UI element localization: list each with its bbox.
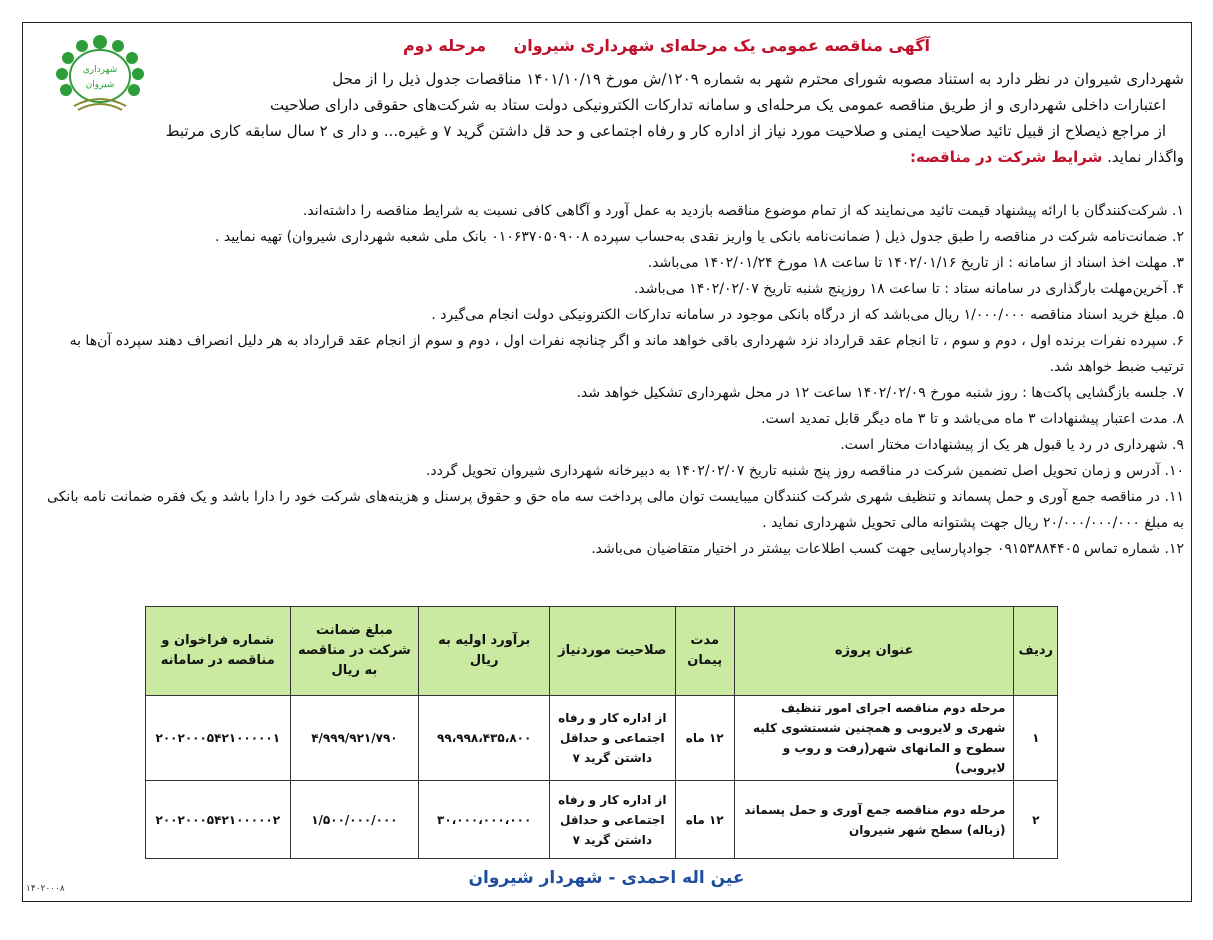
header-row-number: ردیف bbox=[1014, 607, 1058, 696]
cell-duration: ۱۲ ماه bbox=[675, 696, 734, 781]
notice-title-text: آگهی مناقصه عمومی یک مرحله‌ای شهرداری شیروان bbox=[513, 36, 931, 55]
intro-last-text: واگذار نماید. bbox=[1107, 148, 1184, 166]
cell-tender-number: ۲۰۰۲۰۰۰۵۴۲۱۰۰۰۰۰۱ bbox=[146, 696, 291, 781]
cell-qualification: از اداره کار و رفاه اجتماعی و حداقل داشتن گرید ۷ bbox=[550, 781, 675, 859]
intro-paragraph bbox=[34, 66, 1184, 170]
condition-item: ۶. سپرده نفرات برنده اول ، دوم و سوم ، تا انجام عقد قرارداد نزد شهرداری باقی خواهد ماند و اگر چنانچه نفرات اول ، دوم و سوم از انجام عقد قرارداد به هر دلیل انصراف دهند سپرده آن‌ها به ترتیب ضبط خواهد شد. bbox=[69, 333, 1184, 375]
condition-item: ۸. مدت اعتبار پیشنهادات ۳ ماه می‌باشد و تا ۳ ماه دیگر قابل تمدید است. bbox=[761, 411, 1184, 427]
cell-row-number: ۲ bbox=[1014, 781, 1058, 859]
cell-duration: ۱۲ ماه bbox=[675, 781, 734, 859]
condition-item: ۲. ضمانت‌نامه شرکت در مناقصه را طبق جدول ذیل ( ضمانت‌نامه بانکی یا واریز نقدی به‌حساب سپرده ۰۱۰۶۳۷۰۵۰۹۰۰۸ بانک ملی شعبه شهرداری شیروان) تهیه نمایید . bbox=[214, 229, 1184, 245]
signature: عین اله احمدی - شهردار شیروان bbox=[468, 868, 745, 888]
header-duration: مدت پیمان bbox=[675, 607, 734, 696]
condition-item: ۱۲. شماره تماس ۰۹۱۵۳۸۸۴۴۰۵ جوادپارسایی جهت کسب اطلاعات بیشتر در اختیار متقاضیان می‌باشد. bbox=[591, 541, 1184, 557]
intro-last-line bbox=[34, 144, 1184, 170]
tenders-table bbox=[145, 606, 1058, 859]
conditions-list bbox=[34, 198, 1184, 562]
intro-line: اعتبارات داخلی شهرداری و از طریق مناقصه عمومی یک مرحله‌ای و سامانه تدارکات الکترونیکی دولت ستاد به شرکت‌های حقوقی دارای صلاحیت bbox=[270, 96, 1166, 114]
header-estimate: برآورد اولیه به ریال bbox=[419, 607, 550, 696]
logo-text-2: شیروان bbox=[85, 80, 115, 90]
condition-item: ۱۱. در مناقصه جمع آوری و حمل پسماند و تنظیف شهری شرکت کنندگان میبایست توان مالی پرداخت سه ماه حق و حقوق پرسنل و هزینه‌های شرکت خود را دارا باشد و یک فقره ضمانت نامه بانکی به مبلغ ۲۰/۰۰۰/۰۰۰/۰۰۰ ریال جهت پشتوانه مالی تحویل شهرداری نماید . bbox=[47, 489, 1184, 531]
condition-item: ۵. مبلغ خرید اسناد مناقصه ۱/۰۰۰/۰۰۰ ریال می‌باشد که از درگاه بانکی موجود در سامانه تدارکات الکترونیکی دولت انجام می‌گیرد . bbox=[431, 307, 1184, 323]
header-tender-number: شماره فراخوان و مناقصه در سامانه bbox=[146, 607, 291, 696]
table-row bbox=[146, 696, 1058, 781]
cell-estimate: ۹۹،۹۹۸،۴۳۵،۸۰۰ bbox=[419, 696, 550, 781]
logo-text-1: شهرداری bbox=[82, 65, 118, 75]
cell-row-number: ۱ bbox=[1014, 696, 1058, 781]
intro-line: از مراجع ذیصلاح از قبیل تائید صلاحیت ایمنی و صلاحیت مورد نیاز از اداره کار و رفاه اجتماعی و حد قل داشتن گرید ۷ و غیره... و دار ی ۲ سال سابقه کاری مرتبط bbox=[165, 122, 1166, 140]
header-qualification: صلاحیت موردنیاز bbox=[550, 607, 675, 696]
cell-project-title: مرحله دوم مناقصه جمع آوری و حمل پسماند (زباله) سطح شهر شیروان bbox=[734, 781, 1014, 859]
cell-guarantee: ۴/۹۹۹/۹۲۱/۷۹۰ bbox=[290, 696, 419, 781]
cell-qualification: از اداره کار و رفاه اجتماعی و حداقل داشتن گرید ۷ bbox=[550, 696, 675, 781]
notice-stage: مرحله دوم bbox=[402, 36, 487, 55]
condition-item: ۱. شرکت‌کنندگان با ارائه پیشنهاد قیمت تائید می‌نمایند که از تمام موضوع مناقصه بازدید به عمل آورد و آگاهی کافی نسبت به شرایط مناقصه را داشته‌اند. bbox=[302, 203, 1184, 219]
notice-title bbox=[160, 36, 1173, 55]
cell-tender-number: ۲۰۰۲۰۰۰۵۴۲۱۰۰۰۰۰۲ bbox=[146, 781, 291, 859]
page-id: ۱۴۰۲۰۰۰۸ bbox=[26, 884, 65, 894]
cell-project-title: مرحله دوم مناقصه اجرای امور تنظیف شهری و لایروبی و همچنین شستشوی کلیه سطوح و المانهای شهر(رفت و روب و لایروبی) bbox=[734, 696, 1014, 781]
condition-item: ۱۰. آدرس و زمان تحویل اصل تضمین شرکت در مناقصه روز پنج شنبه تاریخ ۱۴۰۲/۰۲/۰۷ به دبیرخانه شهرداری شیروان تحویل گردد. bbox=[425, 463, 1184, 479]
condition-item: ۳. مهلت اخذ اسناد از سامانه : از تاریخ ۱۴۰۲/۰۱/۱۶ تا ساعت ۱۸ مورخ ۱۴۰۲/۰۱/۲۴ می‌باشد. bbox=[647, 255, 1184, 271]
cell-estimate: ۳۰،۰۰۰،۰۰۰،۰۰۰ bbox=[419, 781, 550, 859]
condition-item: ۷. جلسه بازگشایی پاکت‌ها : روز شنبه مورخ ۱۴۰۲/۰۲/۰۹ ساعت ۱۲ در محل شهرداری تشکیل خواهد شد. bbox=[576, 385, 1184, 401]
cell-guarantee: ۱/۵۰۰/۰۰۰/۰۰۰ bbox=[290, 781, 419, 859]
header-guarantee: مبلغ ضمانت شرکت در مناقصه به ریال bbox=[290, 607, 419, 696]
condition-item: ۴. آخرین‌مهلت بارگذاری در سامانه ستاد : تا ساعت ۱۸ روزپنج شنبه تاریخ ۱۴۰۲/۰۲/۰۷ می‌باشد. bbox=[633, 281, 1184, 297]
header-project-title: عنوان پروژه bbox=[734, 607, 1014, 696]
conditions-heading: شرایط شرکت در مناقصه: bbox=[910, 148, 1103, 166]
condition-item: ۹. شهرداری در رد یا قبول هر یک از پیشنهادات مختار است. bbox=[840, 437, 1184, 453]
table-header-row bbox=[146, 607, 1058, 696]
table-row bbox=[146, 781, 1058, 859]
intro-line: شهرداری شیروان در نظر دارد به استناد مصوبه شورای محترم شهر به شماره ۱۲۰۹/ش مورخ ۱۴۰۱/۱۰/۱۹ مناقصات جدول ذیل را از محل bbox=[332, 70, 1184, 88]
